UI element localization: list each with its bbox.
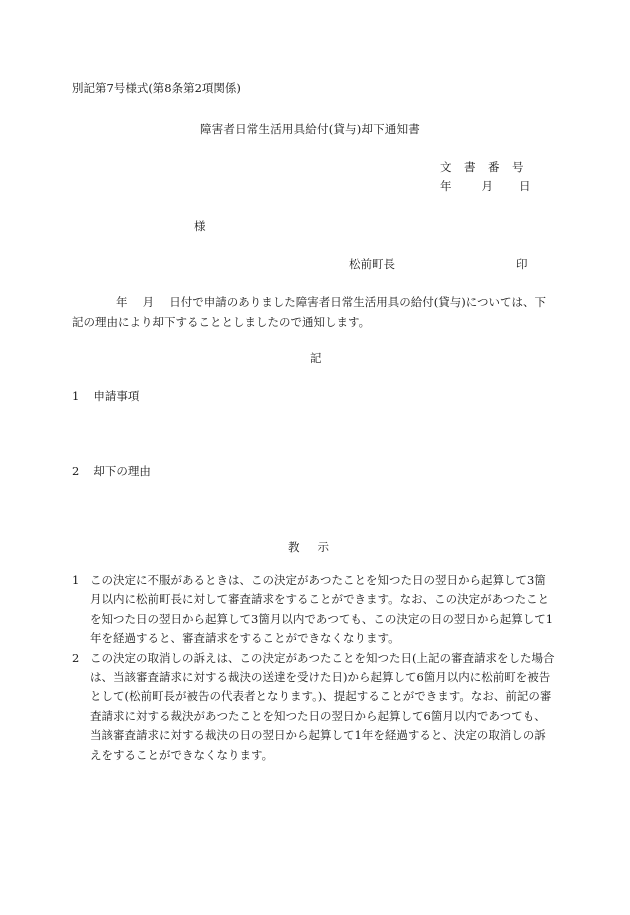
document-title: 障害者日常生活用具給付(貸与)却下通知書 (200, 122, 420, 136)
instruction-notes (72, 571, 556, 765)
date-year-label: 年 (440, 179, 452, 193)
item-number: 1 (72, 389, 80, 403)
seal-mark: 印 (516, 257, 528, 271)
item-label: 却下の理由 (93, 464, 151, 478)
issue-date (440, 178, 531, 194)
item-rejection-reason (72, 463, 151, 479)
instruction-note (72, 649, 556, 765)
instruction-note (72, 571, 556, 649)
note-number: 2 (72, 650, 80, 665)
note-number: 1 (72, 573, 80, 587)
date-day-label: 日 (519, 179, 531, 193)
note-text: この決定に不服があるときは、この決定があつたことを知つた日の翌日から起算して3箇月以内に松前町長に対して審査請求をすることができます。なお、この決定があつたことを知つた日の翌日から起算して3箇月以内であつても、この決定の日の翌日から起算して1年を経過すると、審査請求をすることができなくなります。 (90, 573, 554, 646)
item-number: 2 (72, 464, 80, 478)
issuer-name: 松前町長 (349, 257, 395, 271)
item-label: 申請事項 (93, 389, 140, 403)
ki-heading: 記 (310, 351, 322, 365)
notice-body: 年 月 日付で申請のありました障害者日常生活用具の給付(貸与)については、下記の理由により却下することとしましたので通知します。 (72, 295, 547, 329)
instruction-heading: 教示 (288, 540, 347, 554)
item-application-matter (72, 388, 139, 404)
date-month-label: 月 (481, 179, 493, 193)
note-text: この決定の取消しの訴えは、この決定があつたことを知つた日(上記の審査請求をした場合は、当該審査請求に対する裁決の送達を受けた日)から起算して6箇月以内に松前町を被告として(松前町長が被告の代表者となります。)、提起することができます。なお、前記の審査請求に対する裁決があつたことを知つた日の翌日から起算して6箇月以内であつても、当該審査請求に対する裁決の日の翌日から起算して1年を経過すると、決定の取消しの訴えをすることができなくなります。 (90, 650, 555, 762)
form-number: 別記第7号様式(第8条第2項関係) (72, 81, 241, 95)
addressee-suffix: 様 (194, 219, 206, 233)
document-number-label: 文 書 番 号 (440, 160, 524, 174)
